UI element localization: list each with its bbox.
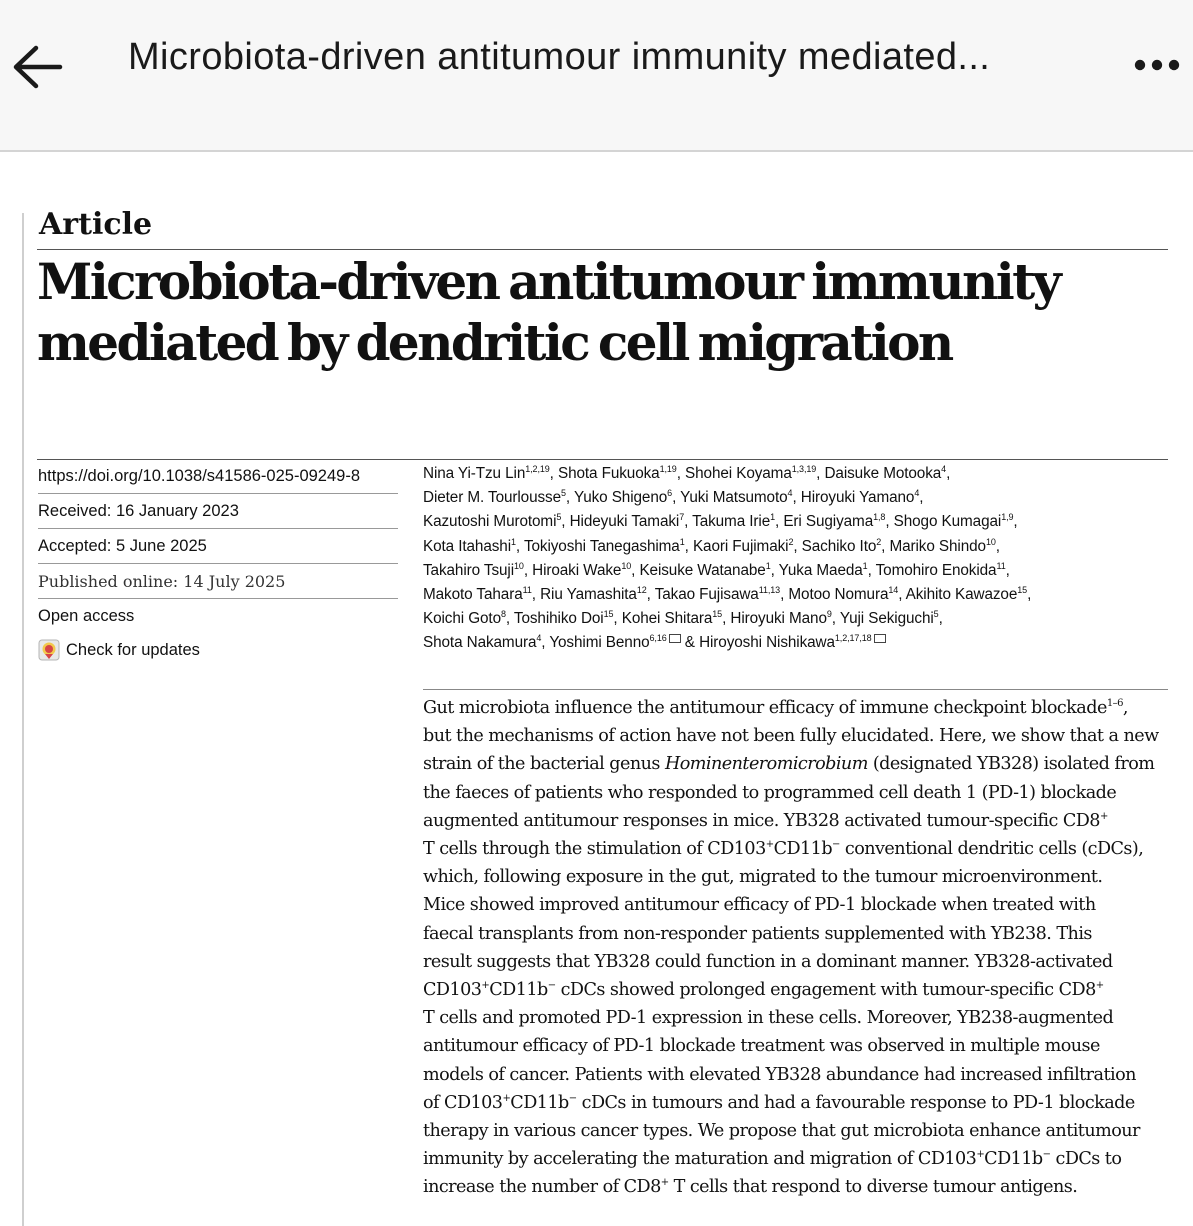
author-affiliation: 10 [621,560,632,571]
author-affiliation: 1 [862,560,868,571]
author-line: Shota Nakamura$^4$, Yoshimi Benno$^{6,16}$ & Hiroyoshi Nishikawa$^{1,2,17,18}$ [423,631,1168,655]
abstract-text: therapy in various cancer types. We propose that gut microbiota enhance antitumour [423,1121,1140,1142]
author-line: Koichi Goto$^8$, Toshihiko Doi$^{15}$, Kohei Shitara$^{15}$, Hiroyuki Mano$^9$, Yuji Sekiguchi$^5$, [423,609,943,628]
article-title: Microbiota-driven antitumour immunity mediated by dendritic cell migration [37,252,1060,372]
abstract-line [423,807,1168,835]
author-name: Eri Sugiyama [783,513,874,531]
page-title: Microbiota-driven antitumour immunity mediated... [128,36,991,78]
published-date: Published online: 14 July 2025 [38,564,398,599]
author-name: Tomohiro Enokida [875,561,997,579]
abstract-line [423,1032,1168,1060]
author-name: Koichi Goto [423,610,501,628]
author-name: Hiroyoshi Nishikawa [699,634,835,652]
author-affiliation: 1,19 [659,463,677,474]
article-metadata [38,459,398,667]
abstract-line [423,750,1168,778]
author-name: Yuka Maeda [778,561,863,579]
abstract-text: result suggests that YB328 could function in a dominant manner. YB328-activated [423,951,1113,972]
more-horizontal-icon [1130,48,1186,82]
author-line: Makoto Tahara$^{11}$, Riu Yamashita$^{12}$, Takao Fujisawa$^{11,13}$, Motoo Nomura$^{14}$, Akihito Kawazoe$^{15}$, [423,584,1032,604]
article-type-label: Article [39,207,153,242]
citation-superscript: − [832,839,840,851]
author-line: Nina Yi-Tzu Lin$^{1,2,19}$, Shota Fukuoka$^{1,19}$, Shohei Koyama$^{1,3,19}$, Daisuke Motooka$^4$, [423,463,951,482]
mail-icon[interactable] [669,634,681,643]
author-name: Takao Fujisawa [654,586,759,604]
abstract-text: faecal transplants from non-responder patients supplemented with YB238. This [423,923,1092,944]
check-for-updates-icon [38,639,60,661]
author-name: Akihito Kawazoe [905,586,1018,604]
author-affiliation: 4 [914,488,920,499]
abstract [423,689,1168,1202]
author-affiliation: 5 [561,488,566,499]
author-affiliation: 15 [603,609,614,620]
abstract-line [423,891,1168,919]
author-affiliation: 1,2,17,18 [834,633,872,644]
citation-superscript: + [502,1092,511,1104]
abstract-text: models of cancer. Patients with elevated YB328 abundance had increased infiltration [423,1064,1136,1085]
author-affiliation: 10 [514,560,524,571]
abstract-line [423,1145,1168,1173]
author-line: Dieter M. Tourlousse$^5$, Yuko Shigeno$^6$, Yuki Matsumoto$^4$, Hiroyuki Yamano$^4$, [423,488,924,507]
author-affiliation: 1,2,19 [525,463,550,474]
abstract-line [423,722,1168,750]
author-name: Hiroyuki Mano [730,610,827,628]
doi-link[interactable]: https://doi.org/10.1038/s41586-025-09249-8 [38,459,398,494]
author-name: Tokiyoshi Tanegashima [523,537,680,555]
author-affiliation: 1,3,19 [791,463,817,474]
abstract-text: which, following exposure in the gut, migrated to the tumour microenvironment. [423,867,1103,888]
header-rule [37,249,1168,250]
author-affiliation: 5 [556,512,562,523]
author-affiliation: 15 [1017,584,1028,595]
abstract-line [423,835,1168,863]
abstract-text: but the mechanisms of action have not been fully elucidated. Here, we show that a new [423,726,1159,747]
citation-superscript: + [660,1177,669,1189]
citation-superscript: − [568,1092,577,1104]
abstract-line [423,694,1168,722]
abstract-text: CD11b [510,1092,569,1113]
abstract-text: antitumour efficacy of PD-1 blockade treatment was observed in multiple mouse [423,1036,1100,1057]
abstract-text: Mice showed improved antitumour efficacy of PD-1 blockade when treated with [423,895,1096,916]
abstract-text: cDCs showed prolonged engagement with tumour-specific CD8 [555,980,1096,1001]
abstract-line [423,976,1168,1004]
citation-superscript: 1–6 [1106,698,1123,710]
abstract-text: cDCs in tumours and had a favourable response to PD-1 blockade [576,1092,1135,1113]
author-affiliation: 8 [500,609,506,620]
received-date: Received: 16 January 2023 [38,494,398,529]
author-affiliation: 6 [667,488,673,499]
author-name: Mariko Shindo [889,537,986,555]
author-affiliation: 9 [826,609,832,620]
author-affiliation: 4 [536,633,542,644]
author-affiliation: 15 [712,609,723,620]
author-name: Shogo Kumagai [893,513,1002,531]
author-name: Takahiro Tsuji [423,561,514,579]
abstract-line [423,948,1168,976]
author-affiliation: 6,16 [649,633,667,644]
author-name: Kohei Shitara [621,610,713,628]
abstract-text: T cells and promoted PD-1 expression in these cells. Moreover, YB238-augmented [423,1008,1114,1029]
author-name: Riu Yamashita [540,586,637,604]
author-affiliation: 2 [788,536,794,547]
author-list [423,459,1168,656]
abstract-line [423,1089,1168,1117]
author-name: Shota Nakamura [423,634,537,652]
author-affiliation: 1 [770,512,776,523]
abstract-text: conventional dendritic cells (cDCs), [839,839,1144,860]
author-name: Makoto Tahara [423,586,523,604]
author-line: Kota Itahashi$^1$, Tokiyoshi Tanegashima$^1$, Kaori Fujimaki$^2$, Sachiko Ito$^2$, Mariko Shindo$^{10}$, [423,536,1000,555]
abstract-text: T cells that respond to diverse tumour antigens. [668,1177,1078,1198]
author-affiliation: 14 [888,584,899,595]
abstract-text: CD11b [489,980,548,1001]
author-affiliation: 4 [941,463,947,474]
author-name: Kota Itahashi [423,537,511,555]
abstract-text: (designated YB328) isolated from [867,754,1155,775]
author-affiliation: 1,9 [1001,512,1014,523]
abstract-text: T cells through the stimulation of CD103 [423,839,766,860]
author-name: Yuki Matsumoto [680,489,788,507]
citation-superscript: + [765,839,774,851]
author-name: Motoo Nomura [788,586,889,604]
author-name: Shohei Koyama [685,465,792,482]
author-affiliation: 1 [765,560,771,571]
author-name: Shota Fukuoka [557,465,660,482]
abstract-text: increase the number of CD8 [423,1177,661,1198]
author-affiliation: 2 [876,536,882,547]
abstract-line [423,1061,1168,1089]
author-name: Takuma Irie [692,513,771,531]
check-for-updates-button[interactable] [38,633,398,667]
abstract-text: the faeces of patients who responded to programmed cell death 1 (PD-1) blockade [423,782,1117,803]
author-affiliation: 12 [636,584,647,595]
check-for-updates-label: Check for updates [66,640,200,659]
abstract-text: CD11b [984,1149,1043,1170]
citation-superscript: + [1095,980,1104,992]
open-access-label: Open access [38,606,135,625]
author-name: Daisuke Motooka [824,465,942,482]
citation-superscript: − [547,980,556,992]
author-affiliation: 11,13 [758,584,781,595]
author-name: Yoshimi Benno [549,634,650,652]
abstract-text: cDCs to [1050,1149,1122,1170]
author-affiliation: 4 [787,488,793,499]
abstract-text: Hominenteromicrobium [664,754,868,775]
author-name: Yuji Sekiguchi [839,610,934,628]
author-name: Hiroaki Wake [532,561,622,579]
abstract-text: CD11b [773,839,833,860]
author-name: Keisuke Watanabe [639,561,766,579]
author-name: Nina Yi-Tzu Lin [423,465,526,482]
abstract-text: , [1122,698,1128,718]
author-affiliation: 7 [679,512,685,523]
author-affiliation: 1,8 [873,512,886,523]
author-name: Kazutoshi Murotomi [423,513,557,531]
author-name: Sachiko Ito [801,537,877,555]
abstract-text: strain of the bacterial genus [423,754,665,775]
author-name: Dieter M. Tourlousse [423,489,561,507]
citation-superscript: + [976,1149,985,1161]
author-line: Kazutoshi Murotomi$^5$, Hideyuki Tamaki$^7$, Takuma Irie$^1$, Eri Sugiyama$^{1,8}$, Shogo Kumagai$^{1,9}$, [423,512,1018,531]
abstract-line [423,1173,1168,1201]
author-name: Hideyuki Tamaki [569,513,680,531]
back-button[interactable] [10,38,68,96]
abstract-text: CD103 [423,980,482,1001]
abstract-line [423,920,1168,948]
abstract-line [423,1004,1168,1032]
abstract-line [423,779,1168,807]
top-app-bar [0,0,1193,152]
abstract-text: of CD103 [423,1092,503,1113]
abstract-line [423,1117,1168,1145]
author-name: Kaori Fujimaki [692,537,789,555]
abstract-text: augmented antitumour responses in mice. YB328 activated tumour-specific CD8 [423,810,1100,831]
abstract-line [423,863,1168,891]
article-content [22,207,1193,1226]
more-options-button[interactable] [1130,48,1186,82]
abstract-text: Gut microbiota influence the antitumour efficacy of immune checkpoint blockade [423,698,1107,718]
author-affiliation: 1 [511,536,516,547]
author-name: Yuko Shigeno [573,489,668,507]
author-affiliation: 11 [522,584,532,595]
arrow-left-icon [10,38,68,96]
citation-superscript: − [1042,1149,1051,1161]
author-line: Takahiro Tsuji$^{10}$, Hiroaki Wake$^{10}$, Keisuke Watanabe$^1$, Yuka Maeda$^1$, Tomohiro Enokida$^{11}$, [423,560,1010,579]
author-name: Toshihiko Doi [513,610,604,628]
abstract-text: immunity by accelerating the maturation and migration of CD103 [423,1149,977,1170]
author-affiliation: 5 [933,609,939,620]
author-affiliation: 1 [679,536,685,547]
citation-superscript: + [481,980,490,992]
author-affiliation: 11 [996,560,1006,571]
mail-icon[interactable] [874,634,886,643]
citation-superscript: + [1099,810,1108,822]
accepted-date: Accepted: 5 June 2025 [38,529,398,564]
author-affiliation: 10 [985,536,996,547]
author-name: Hiroyuki Yamano [800,489,915,507]
